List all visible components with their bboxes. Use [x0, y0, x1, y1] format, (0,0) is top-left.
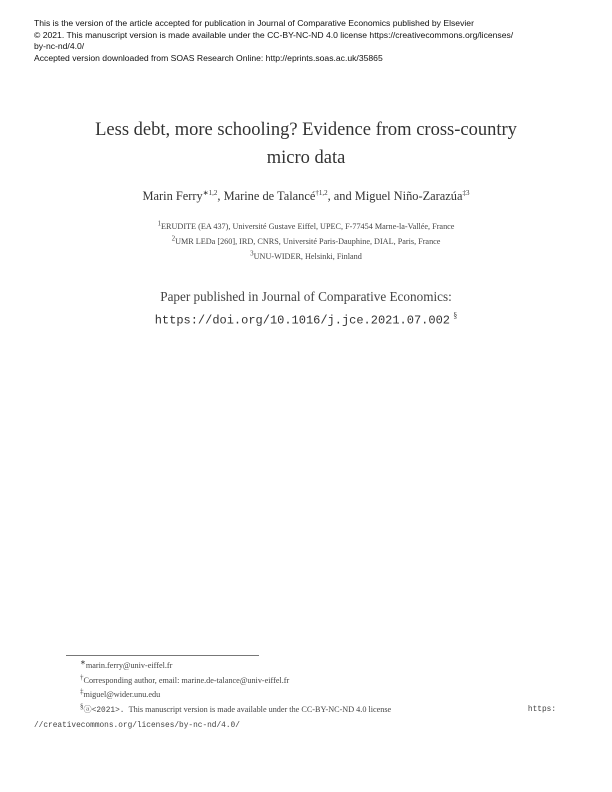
affiliation-text: UNU-WIDER, Helsinki, Finland [253, 252, 362, 261]
author-marks: ‡3 [462, 188, 470, 197]
affiliation [40, 249, 572, 264]
footnote-mark: ∗ [80, 658, 86, 667]
author-name: Marin Ferry [142, 189, 203, 203]
footnote [66, 659, 556, 674]
author-name: Marine de Talancé [223, 189, 316, 203]
author-name: Miguel Niño-Zarazúa [354, 189, 463, 203]
notice-line-4: Accepted version downloaded from SOAS Research Online: http://eprints.soas.ac.uk/35865 [34, 52, 383, 63]
affiliation-text: ERUDITE (EA 437), Université Gustave Eiffel, UPEC, F-77454 Marne-la-Vallée, France [161, 222, 455, 231]
doi-footnote-mark: § [453, 311, 458, 320]
publication-info [40, 287, 572, 330]
affiliation-mark: 2 [171, 234, 176, 243]
license-footnote [66, 703, 556, 719]
license-url-start[interactable]: https: [527, 705, 556, 714]
author-marks: †1,2 [315, 188, 328, 197]
publication-doi-row [40, 306, 572, 330]
license-footnote-body [80, 703, 391, 719]
footnote-mark: † [80, 672, 84, 681]
footnote-mark: ‡ [80, 687, 84, 696]
footnote-text: Corresponding author, email: marine.de-talance@univ-eiffel.fr [83, 675, 290, 685]
affiliation-text: UMR LEDa [260], IRD, CNRS, Université Paris-Dauphine, DIAL, Paris, France [175, 237, 441, 246]
affiliation-mark: 1 [157, 219, 162, 228]
affiliation-list [40, 219, 572, 264]
license-year: <2021>. [91, 706, 125, 715]
paper-title [40, 116, 572, 172]
publication-notice [34, 18, 604, 64]
footnote-list [34, 658, 556, 734]
license-text: This manuscript version is made available under the CC-BY-NC-ND 4.0 license [128, 704, 392, 714]
title-line-2: micro data [266, 148, 346, 168]
footnote-text[interactable]: miguel@wider.unu.edu [83, 690, 161, 699]
cc-icon: ⓐ [83, 704, 92, 714]
author-separator: , [217, 189, 224, 203]
footnote [66, 688, 556, 703]
affiliation [40, 234, 572, 249]
license-url-rest[interactable]: //creativecommons.org/licenses/by-nc-nd/4.0/ [34, 722, 240, 730]
footnote-rule [66, 655, 259, 656]
affiliation-mark: 3 [250, 249, 254, 258]
author-separator: , and [327, 189, 355, 203]
doi-link[interactable]: https://doi.org/10.1016/j.jce.2021.07.002 [154, 313, 450, 328]
notice-line-1: This is the version of the article accepted for publication in Journal of Comparative Economics published by Elsevier [34, 18, 474, 28]
license-url-line [34, 718, 556, 734]
affiliation [40, 219, 572, 234]
notice-line-3: by-nc-nd/4.0/ [34, 41, 85, 51]
notice-line-2: © 2021. This manuscript version is made available under the CC-BY-NC-ND 4.0 license https://creativecommons.org/licenses/ [34, 29, 514, 40]
title-line-1: Less debt, more schooling? Evidence from cross-country [95, 120, 517, 140]
author-list [40, 189, 572, 204]
footnote [66, 674, 556, 689]
publication-line: Paper published in Journal of Comparative Economics: [160, 289, 452, 304]
footnote-text[interactable]: marin.ferry@univ-eiffel.fr [85, 661, 173, 670]
author-marks: ∗1,2 [202, 188, 218, 197]
footnote-mark: § [80, 701, 84, 710]
